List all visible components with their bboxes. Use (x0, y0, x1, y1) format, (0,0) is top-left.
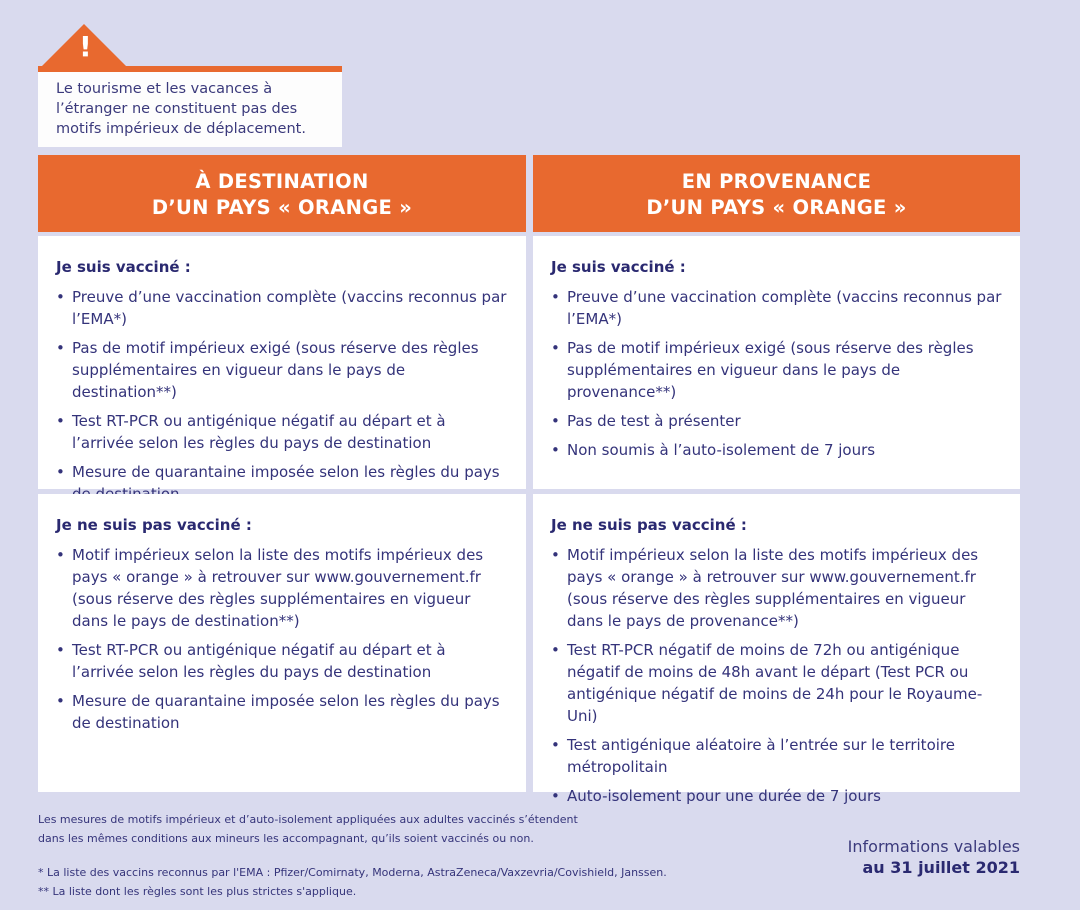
list-item (56, 544, 508, 632)
list-item-text: Motif impérieux selon la liste des motifs impérieux des pays « orange » à retrouver sur www.gouvernement.fr (sous réserve des règles supplémentaires en vigueur dans le pays de provenance**) (567, 546, 979, 630)
list-item-text: Preuve d’une vaccination complète (vaccins reconnus par l’EMA*) (72, 288, 507, 328)
bullet-icon: • (56, 641, 65, 659)
panel-title: Je ne suis pas vacciné : (551, 516, 747, 534)
requirements-list (551, 286, 1002, 461)
list-item-text: Test RT-PCR ou antigénique négatif au départ et à l’arrivée selon les règles du pays de destination (72, 412, 446, 452)
bullet-icon: • (56, 412, 65, 430)
warning-text-line: motifs impérieux de déplacement. (56, 121, 306, 137)
bullet-icon: • (551, 339, 560, 357)
list-item-text: Motif impérieux selon la liste des motifs impérieux des pays « orange » à retrouver sur www.gouvernement.fr (sous réserve des règles supplémentaires en vigueur dans le pays de destination**) (72, 546, 484, 630)
provenance-not-vaccinated-panel (533, 494, 1020, 805)
validity-date: au 31 juillet 2021 (862, 858, 1020, 877)
destination-vaccinated-panel (38, 236, 526, 489)
list-item (551, 410, 1002, 432)
list-item (551, 785, 1002, 807)
list-item (551, 286, 1002, 330)
header-line: À DESTINATION (195, 170, 369, 193)
minors-note-line: dans les mêmes conditions aux mineurs les accompagnant, qu’ils soient vaccinés ou non. (38, 832, 534, 845)
bullet-icon: • (551, 736, 560, 754)
header-destination (38, 155, 526, 232)
list-item-text: Test RT-PCR négatif de moins de 72h ou antigénique négatif de moins de 48h avant le départ (Test PCR ou antigénique négatif de moins de 24h pour le Royaume-Uni) (567, 641, 983, 725)
list-item-text: Non soumis à l’auto-isolement de 7 jours (567, 441, 876, 459)
bullet-icon: • (551, 441, 560, 459)
bullet-icon: • (551, 641, 560, 659)
validity-note (848, 836, 1020, 878)
list-item (56, 337, 508, 403)
warning-text-line: Le tourisme et les vacances à (56, 81, 273, 97)
list-item (56, 286, 508, 330)
requirements-list (56, 286, 508, 505)
bullet-icon: • (56, 692, 65, 710)
bullet-icon: • (551, 546, 560, 564)
header-line: D’UN PAYS « ORANGE » (151, 196, 413, 219)
list-item-text: Pas de motif impérieux exigé (sous réserve des règles supplémentaires en vigueur dans le pays de destination**) (72, 339, 479, 401)
list-item (551, 439, 1002, 461)
validity-label: Informations valables (847, 837, 1020, 856)
bullet-icon: • (56, 339, 65, 357)
header-provenance (533, 155, 1020, 232)
list-item-text: Test RT-PCR ou antigénique négatif au départ et à l’arrivée selon les règles du pays de destination (72, 641, 446, 681)
header-line: EN PROVENANCE (681, 170, 872, 193)
list-item-text: Auto-isolement pour une durée de 7 jours (567, 787, 881, 805)
list-item (551, 639, 1002, 727)
list-item (551, 734, 1002, 778)
bullet-icon: • (56, 463, 65, 481)
list-item (56, 639, 508, 683)
bullet-icon: • (551, 288, 560, 306)
requirements-list (56, 544, 508, 734)
panel-title: Je suis vacciné : (551, 258, 686, 276)
list-item-text: Preuve d’une vaccination complète (vaccins reconnus par l’EMA*) (567, 288, 1002, 328)
header-line: D’UN PAYS « ORANGE » (646, 196, 907, 219)
warning-triangle-icon (38, 24, 130, 70)
footnotes (38, 810, 798, 901)
bullet-icon: • (551, 787, 560, 805)
list-item (56, 690, 508, 734)
list-item-text: Pas de motif impérieux exigé (sous réserve des règles supplémentaires en vigueur dans le pays de provenance**) (567, 339, 974, 401)
list-item (551, 544, 1002, 632)
panel-title: Je suis vacciné : (56, 258, 191, 276)
minors-note-line: Les mesures de motifs impérieux et d’auto-isolement appliquées aux adultes vaccinés s’étendent (38, 813, 578, 826)
destination-not-vaccinated-panel (38, 494, 526, 792)
exclamation-icon: ! (79, 30, 92, 63)
list-item-text: Pas de test à présenter (567, 412, 741, 430)
list-item-text: Mesure de quarantaine imposée selon les règles du pays (72, 463, 500, 481)
spacer (38, 848, 798, 863)
requirements-list (551, 544, 1002, 807)
warning-callout (38, 72, 342, 147)
panel-title: Je ne suis pas vacciné : (56, 516, 252, 534)
list-item (551, 337, 1002, 403)
vaccines-footnote: * La liste des vaccins reconnus par l'EMA : Pfizer/Comirnaty, Moderna, AstraZeneca/Vaxzevria/Covishield, Janssen. (38, 866, 667, 879)
bullet-icon: • (56, 288, 65, 306)
provenance-vaccinated-panel (533, 236, 1020, 489)
bullet-icon: • (551, 412, 560, 430)
list-item-text: Test antigénique aléatoire à l’entrée sur le territoire métropolitain (567, 736, 955, 776)
bullet-icon: • (56, 546, 65, 564)
strictest-footnote: ** La liste dont les règles sont les plus strictes s'applique. (38, 885, 357, 898)
list-item-text: Mesure de quarantaine imposée selon les règles du pays de destination (72, 692, 500, 732)
warning-text-line: l’étranger ne constituent pas des (56, 101, 298, 117)
list-item (56, 410, 508, 454)
